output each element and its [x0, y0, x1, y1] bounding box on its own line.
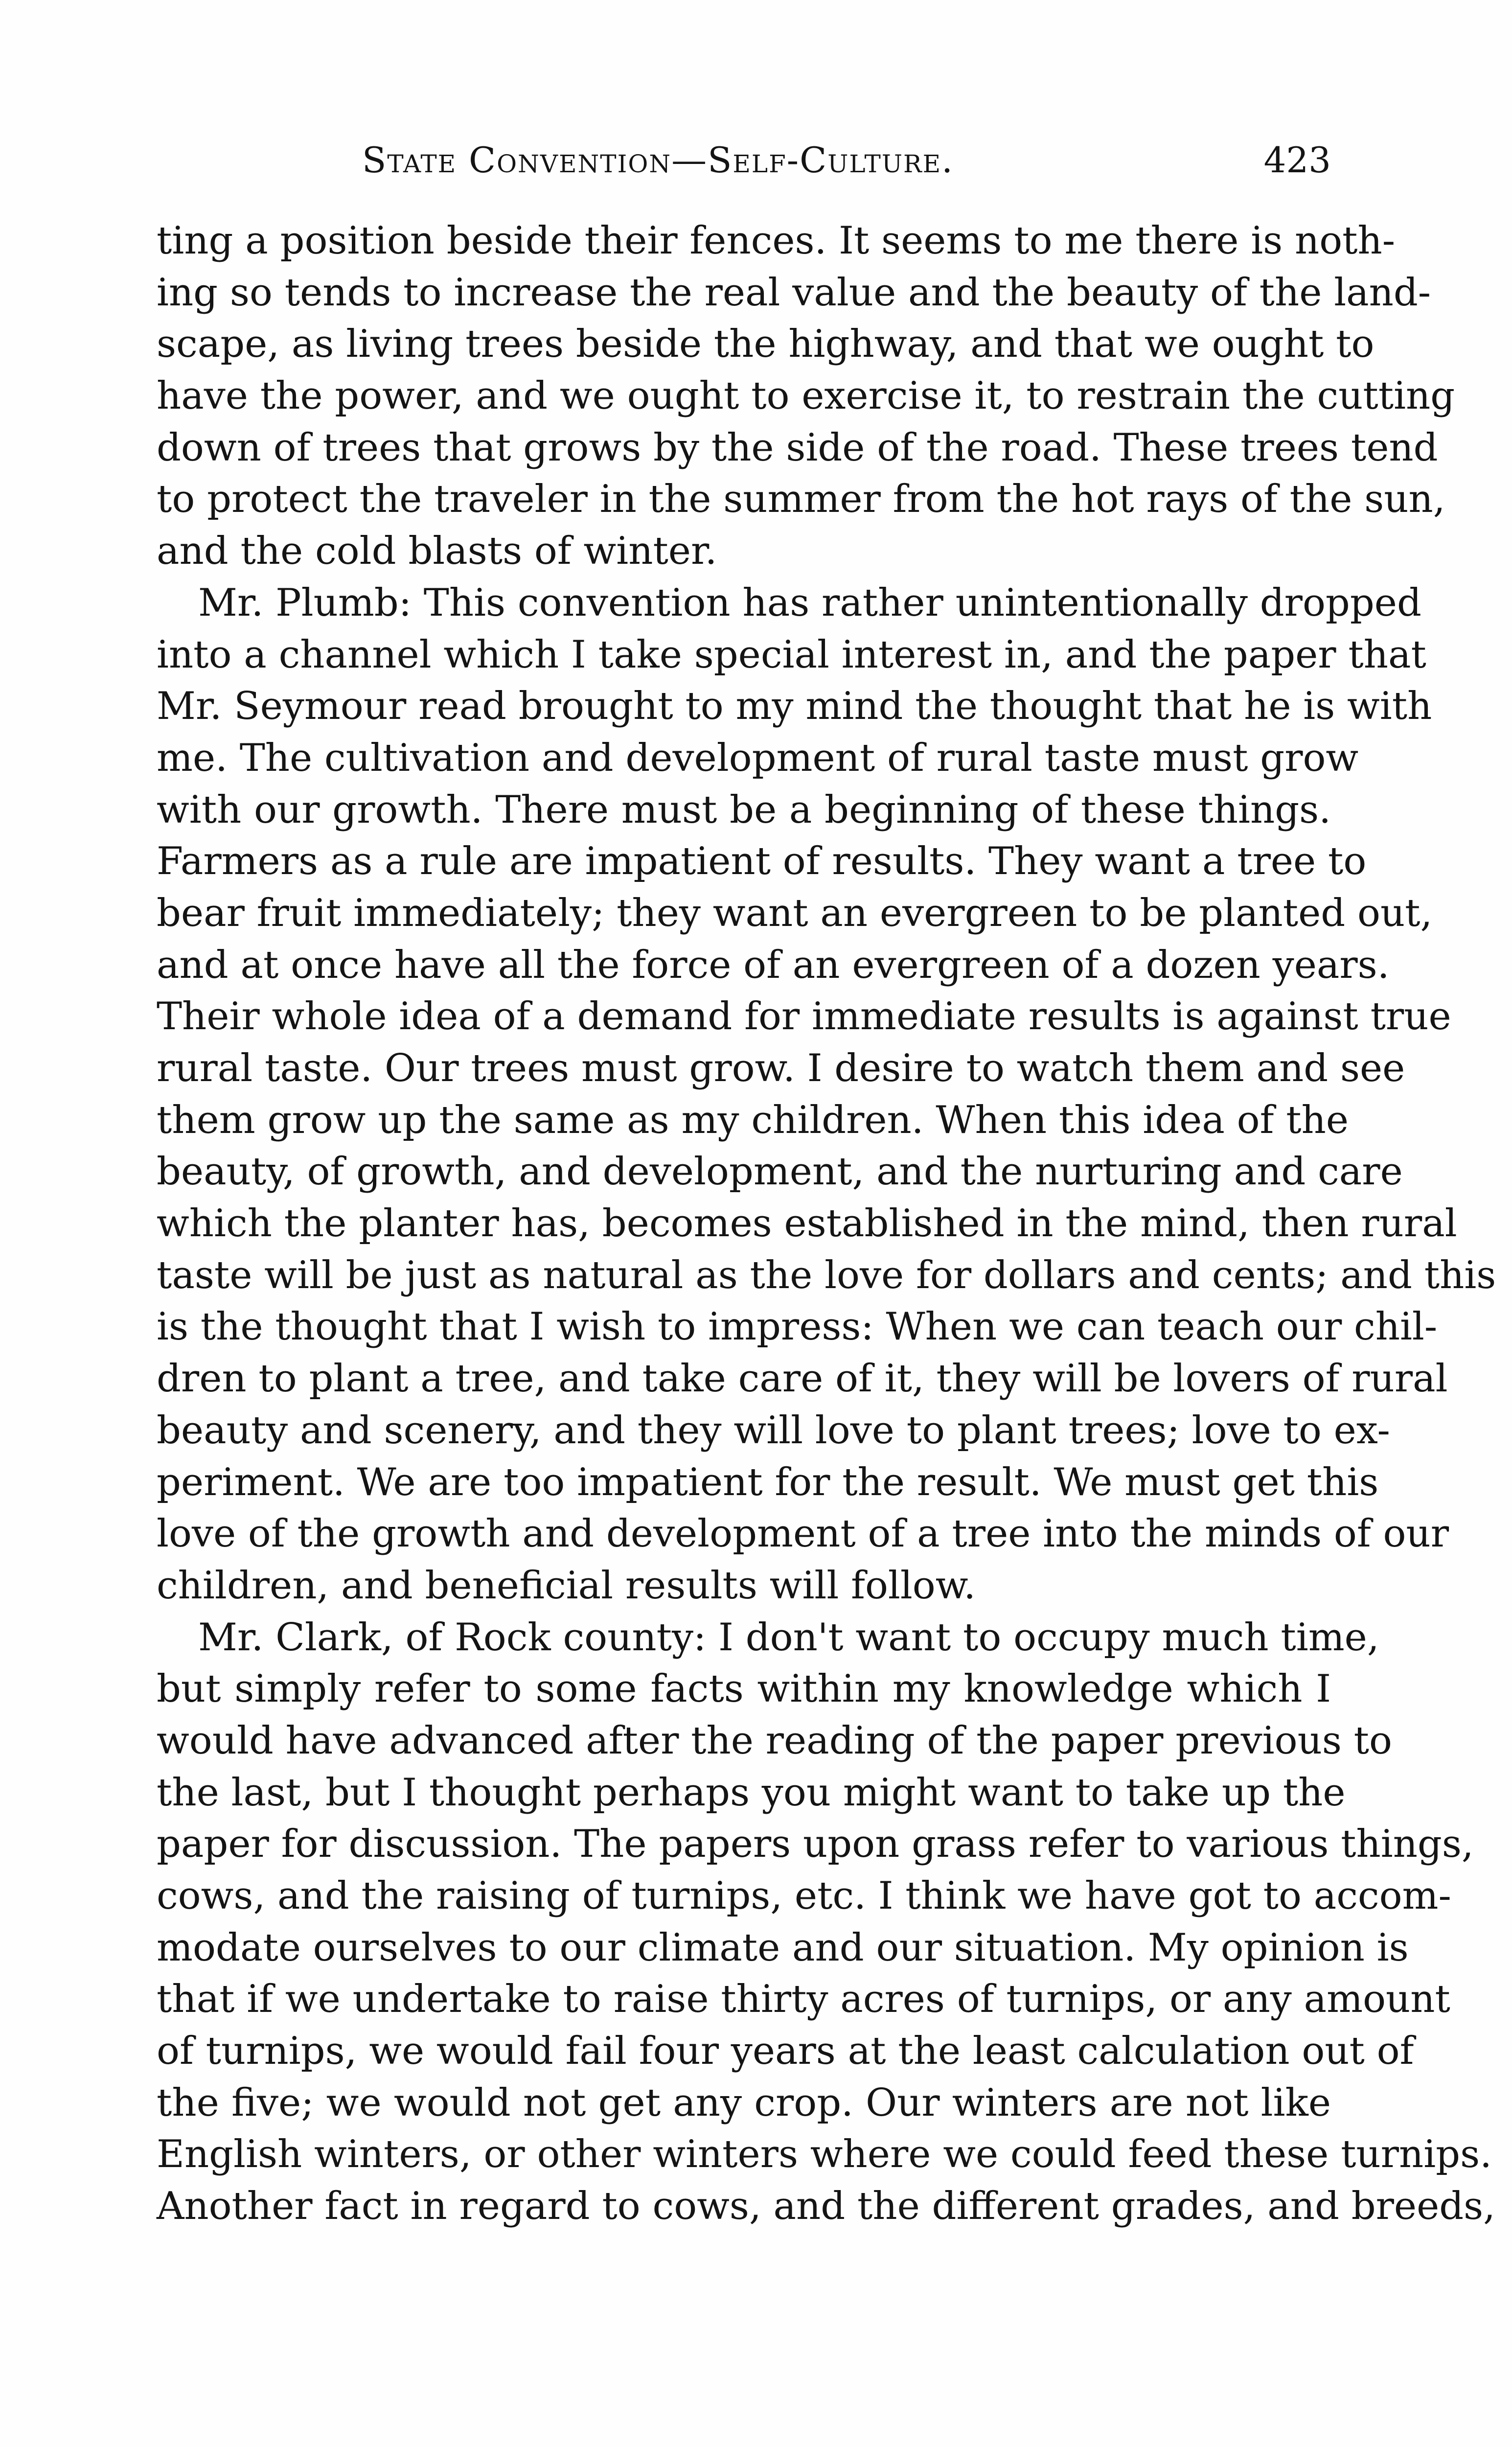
text-line: ting a position beside their fences. It seems to me there is noth- — [157, 219, 1396, 263]
text-line: children, and beneficial results will follow. — [157, 1563, 976, 1608]
text-line: scape, as living trees beside the highway, and that we ought to — [157, 322, 1375, 367]
text-line: the five; we would not get any crop. Our winters are not like — [157, 2080, 1331, 2125]
text-line: me. The cultivation and development of rural taste must grow — [157, 736, 1359, 780]
text-line: taste will be just as natural as the love for dollars and cents; and this — [157, 1253, 1496, 1297]
running-title: State Convention—Self-Culture. — [362, 139, 954, 181]
text-line: and the cold blasts of winter. — [157, 529, 717, 574]
text-line: the last, but I thought perhaps you might want to take up the — [157, 1770, 1346, 1815]
text-line: Farmers as a rule are impatient of results. They want a tree to — [157, 839, 1367, 884]
text-line: modate ourselves to our climate and our situation. My opinion is — [157, 1925, 1409, 1970]
text-line: have the power, and we ought to exercise it, to restrain the cutting — [157, 374, 1455, 418]
text-line: dren to plant a tree, and take care of it, they will be lovers of rural — [157, 1357, 1448, 1401]
text-line: into a channel which I take special interest in, and the paper that — [157, 632, 1426, 677]
text-line: rural taste. Our trees must grow. I desire to watch them and see — [157, 1046, 1405, 1090]
paragraph-start-line: Mr. Clark, of Rock county: I don't want to occupy much time, — [198, 1615, 1379, 1660]
text-line: Their whole idea of a demand for immediate results is against true — [157, 994, 1451, 1039]
text-line: bear fruit immediately; they want an evergreen to be planted out, — [157, 891, 1433, 935]
text-line: beauty, of growth, and development, and the nurturing and care — [157, 1150, 1403, 1194]
text-line: and at once have all the force of an evergreen of a dozen years. — [157, 943, 1390, 987]
text-line: down of trees that grows by the side of the road. These trees tend — [157, 425, 1438, 470]
text-line: cows, and the raising of turnips, etc. I think we have got to accom- — [157, 1874, 1451, 1918]
text-line: that if we undertake to raise thirty acres of turnips, or any amount — [157, 1977, 1450, 2022]
body-text — [157, 215, 1496, 2233]
text-line: would have advanced after the reading of the paper previous to — [157, 1718, 1392, 1763]
text-line: Mr. Seymour read brought to my mind the thought that he is with — [157, 684, 1432, 729]
text-line: of turnips, we would fail four years at the least calculation out of — [157, 2029, 1414, 2074]
text-line: which the planter has, becomes established in the mind, then rural — [157, 1201, 1457, 1246]
text-line: paper for discussion. The papers upon grass refer to various things, — [157, 1822, 1474, 1867]
text-line: is the thought that I wish to impress: When we can teach our chil- — [157, 1305, 1438, 1349]
text-line: them grow up the same as my children. When this idea of the — [157, 1098, 1349, 1142]
text-line: with our growth. There must be a beginning of these things. — [157, 787, 1331, 832]
text-line: English winters, or other winters where we could feed these turnips. — [157, 2132, 1492, 2177]
paragraph-start-line: Mr. Plumb: This convention has rather unintentionally dropped — [198, 580, 1421, 625]
text-line: but simply refer to some facts within my knowledge which I — [157, 1667, 1331, 1711]
text-line: ing so tends to increase the real value and the beauty of the land- — [157, 270, 1431, 315]
page-number: 423 — [1263, 139, 1331, 181]
text-line: Another fact in regard to cows, and the different grades, and breeds, — [157, 2184, 1495, 2229]
text-line: periment. We are too impatient for the result. We must get this — [157, 1460, 1379, 1504]
text-line: love of the growth and development of a tree into the minds of our — [157, 1512, 1449, 1556]
text-line: beauty and scenery, and they will love to plant trees; love to ex- — [157, 1408, 1390, 1453]
text-line: to protect the traveler in the summer from the hot rays of the sun, — [157, 477, 1445, 522]
running-head — [157, 139, 1331, 193]
